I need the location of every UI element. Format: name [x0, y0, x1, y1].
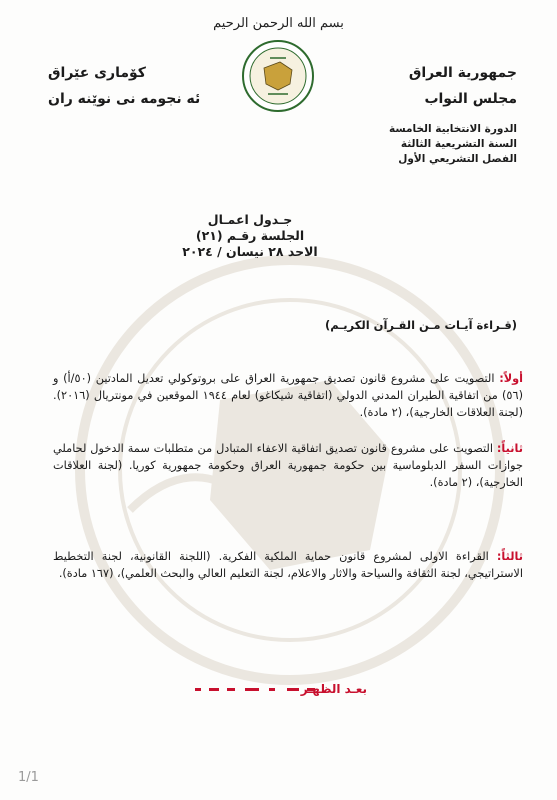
session-number: الجلسة رقـم (٢١)	[195, 228, 305, 243]
iraqi-parliament-emblem-icon	[240, 38, 316, 114]
agenda-item-label: أولاً:	[499, 372, 524, 385]
agenda-item-text: التصويت على مشروع قانون تصديق اتفاقية الاعفاء المتبادل من متطلبات سمة الدخول لحاملي جوازات السفر الدبلوماسية بين حكومة جمهورية العراق وحكومة جمهورية كوريا. (لجنة العلاقات الخارجية)، (٢ مادة).	[53, 442, 523, 489]
agenda-title: جـدول اعمـال	[207, 212, 293, 227]
quran-reading-title: (قـراءة آيـات مـن القـرآن الكريـم)	[325, 318, 517, 332]
agenda-item-text: القراءة الاولى لمشروع قانون حماية الملكية الفكرية. (اللجنة القانونية، لجنة التخطيط الاستراتيجي، لجنة الثقافة والسياحة والاثار والاعلام، لجنة التعليم العالي والبحث العلمي)، (١٦٧ مادة).	[53, 550, 523, 580]
agenda-item-label: ثانياً:	[496, 442, 523, 455]
basmala: بسم الله الرحمن الرحيم	[213, 16, 344, 31]
agenda-item-text: التصويت على مشروع قانون تصديق جمهورية العراق على بروتوكولي تعديل المادتين (٥٠/أ) و (٥٦) من اتفاقية الطيران المدني الدولي (اتفاقية شيكاغو) لعام ١٩٤٤ الموقعين في مونتريال (٢٠١٦). (لجنة العلاقات الخارجية)، (٢ مادة).	[53, 372, 523, 419]
agenda-heading	[0, 212, 500, 260]
country-name-kurdish: كۆماری عێراق	[48, 65, 146, 81]
council-name: مجلس النواب	[424, 91, 517, 107]
session-line: الفصل التشريعي الأول	[398, 153, 517, 165]
council-name-kurdish: ئه نجومه نی نوێنه ران	[48, 91, 201, 107]
session-info	[389, 122, 517, 167]
session-date: الاحد ٢٨ نيسان / ٢٠٢٤	[182, 244, 318, 259]
agenda-item	[53, 548, 523, 582]
header-left-kurdish	[48, 60, 200, 112]
header-right	[389, 60, 517, 167]
page-number: 1/1	[18, 770, 39, 785]
session-line: السنة التشريعية الثالثة	[400, 138, 517, 150]
agenda-item-label: ثالثاً:	[496, 550, 524, 563]
afternoon-label: بعـد الظهـر	[300, 682, 367, 696]
agenda-item	[53, 440, 523, 491]
country-name: جمهورية العراق	[408, 65, 517, 81]
agenda-item	[53, 370, 523, 421]
session-line: الدورة الانتخابية الخامسة	[388, 123, 517, 135]
